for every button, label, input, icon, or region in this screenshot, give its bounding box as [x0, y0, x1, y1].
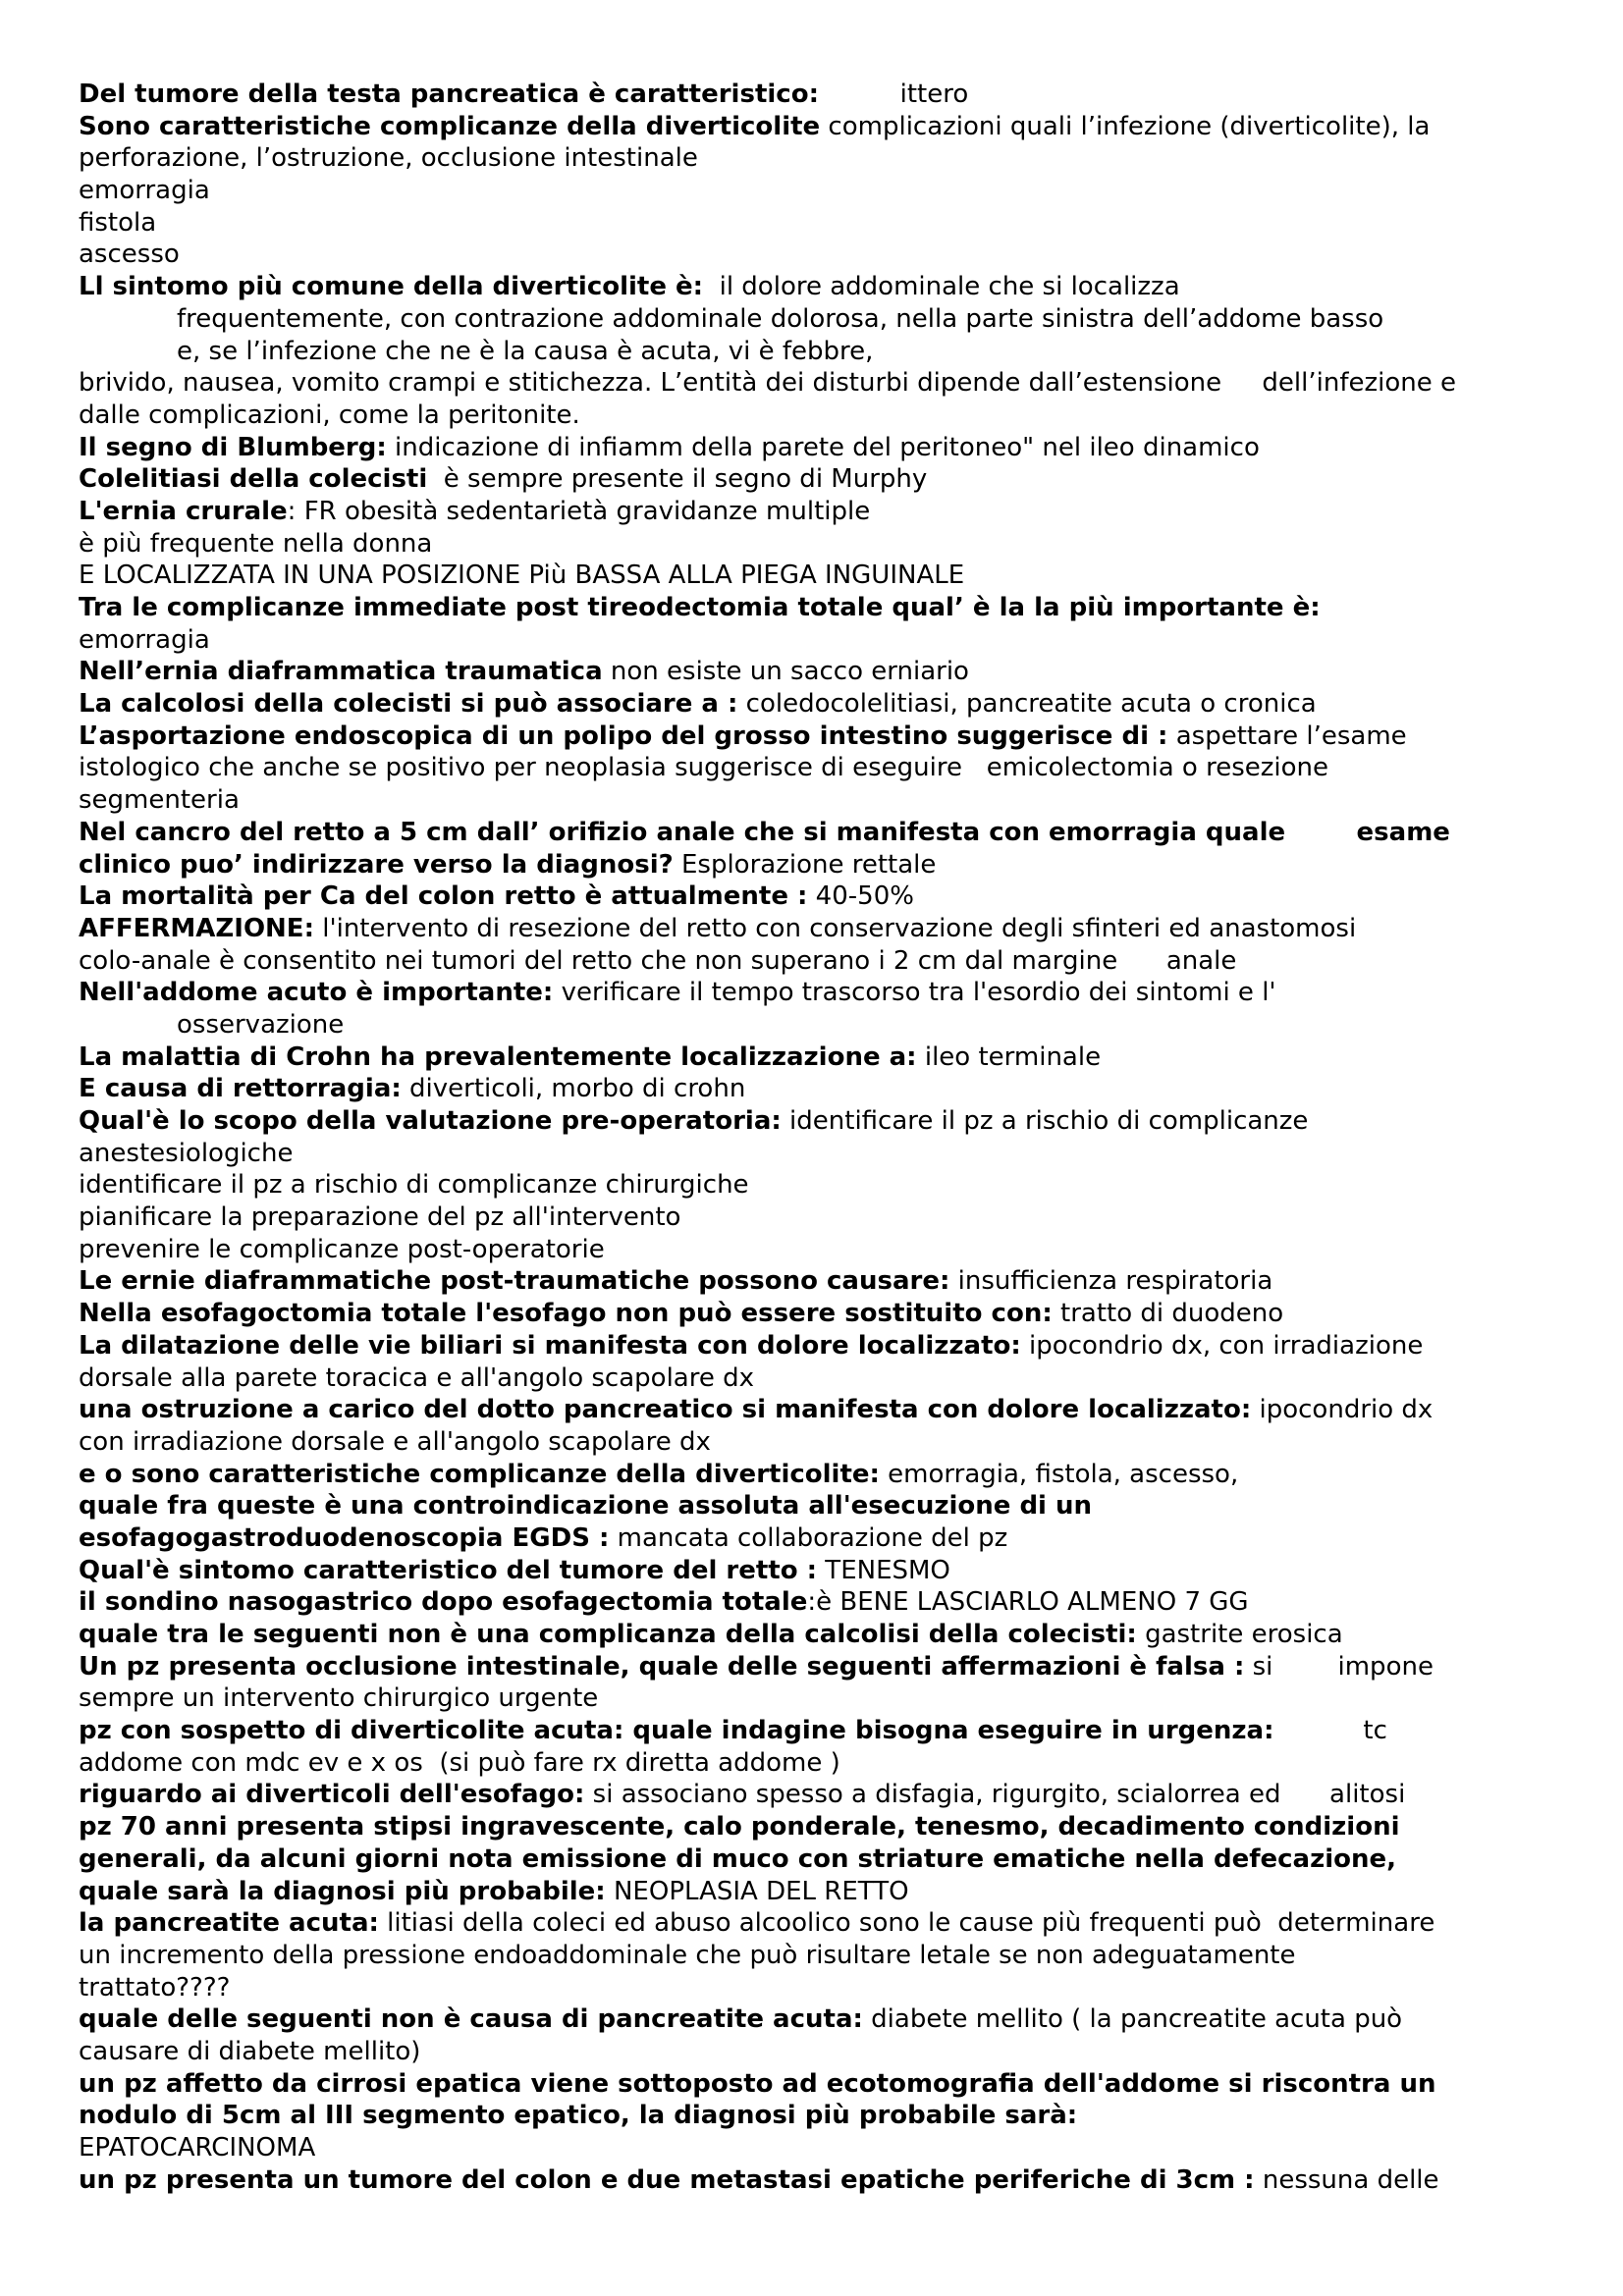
answer-text: complicazioni quali l’infezione (diverticolite), la [820, 111, 1431, 141]
bold-question-text: e o sono caratteristiche complicanze della diverticolite: [79, 1459, 880, 1489]
answer-text: indicazione di infiamm della parete del peritoneo" nel ileo dinamico [386, 432, 1260, 462]
answer-text: litiasi della coleci ed abuso alcoolico sono le cause più frequenti può determinare [378, 1908, 1435, 1939]
text-line [79, 142, 1571, 175]
bold-question-text: pz con sospetto di diverticolite acuta: quale indagine bisogna eseguire in urgenza: [79, 1716, 1274, 1746]
answer-text: emorragia [79, 176, 210, 206]
text-line [79, 1201, 1571, 1234]
text-line [79, 752, 1571, 784]
text-line [79, 1811, 1571, 1843]
text-line [79, 784, 1571, 817]
text-line [79, 1169, 1571, 1201]
bold-question-text: Nel cancro del retto a 5 cm dall’ orifizio anale che si manifesta con emorragia quale esame [79, 817, 1450, 847]
bold-question-text: La malattia di Crohn ha prevalentemente localizzazione a: [79, 1041, 917, 1072]
text-line [79, 239, 1571, 271]
answer-text: gastrite erosica [1136, 1620, 1343, 1649]
text-line [79, 1555, 1571, 1587]
answer-text: insufficienza respiratoria [949, 1266, 1273, 1297]
bold-question-text: un pz presenta un tumore del colon e due metastasi epatiche periferiche di 3cm : [79, 2164, 1255, 2195]
answer-text: brivido, nausea, vomito crampi e stitichezza. L’entità dei disturbi dipende dall’estensione dell’infezione e [79, 368, 1457, 399]
answer-text: verificare il tempo trascorso tra l'esordio dei sintomi e l' [553, 978, 1276, 1008]
text-line [79, 111, 1571, 143]
text-line [79, 496, 1571, 528]
answer-text: osservazione [177, 1009, 345, 1040]
text-line [79, 849, 1571, 881]
text-line [79, 1298, 1571, 1330]
bold-question-text: quale delle seguenti non è causa di pancreatite acuta: [79, 2004, 863, 2035]
text-line [79, 2068, 1571, 2101]
bold-question-text: L'ernia crurale [79, 496, 288, 526]
answer-text: TENESMO [817, 1555, 950, 1585]
bold-question-text: Sono caratteristiche complicanze della diverticolite [79, 111, 821, 141]
text-line [79, 1586, 1571, 1619]
text-line [79, 1459, 1571, 1491]
bold-question-text: una ostruzione a carico del dotto pancreatico si manifesta con dolore localizzato: [79, 1395, 1252, 1425]
answer-text: sempre un intervento chirurgico urgente [79, 1683, 599, 1714]
text-line [79, 367, 1571, 400]
text-line [79, 303, 1571, 336]
answer-text: si associano spesso a disfagia, rigurgito, scialorrea ed alitosi [584, 1780, 1406, 1810]
text-line [79, 2036, 1571, 2068]
bold-question-text: Il segno di Blumberg: [79, 432, 387, 462]
answer-text: emorragia, fistola, ascesso, [879, 1459, 1239, 1489]
text-line [79, 2100, 1571, 2132]
text-line [79, 624, 1571, 657]
text-line [79, 945, 1571, 978]
answer-text: prevenire le complicanze post-operatorie [79, 1234, 605, 1264]
answer-text: pianificare la preparazione del pz all'intervento [79, 1202, 681, 1233]
answer-text: Esplorazione rettale [673, 849, 937, 880]
bold-question-text: AFFERMAZIONE: [79, 913, 314, 943]
answer-text: ipocondrio dx [1251, 1395, 1434, 1425]
text-line [79, 463, 1571, 496]
answer-text: non esiste un sacco erniario [602, 657, 969, 687]
bold-question-text: L’asportazione endoscopica di un polipo del grosso intestino suggerisce di : [79, 721, 1168, 751]
bold-question-text: generali, da alcuni giorni nota emissione di muco con striature ematiche nella defecazione, [79, 1843, 1397, 1874]
answer-text: l'intervento di resezione del retto con conservazione degli sfinteri ed anastomosi [313, 913, 1357, 943]
text-line [79, 721, 1571, 753]
answer-text: istologico che anche se positivo per neoplasia suggerisce di eseguire emicolectomia o resezione [79, 753, 1328, 783]
answer-text: anestesiologiche [79, 1138, 294, 1168]
document-page [79, 79, 1571, 2196]
answer-text: dalle complicazioni, come la peritonite. [79, 400, 580, 430]
answer-text: tratto di duodeno [1052, 1299, 1284, 1329]
text-line [79, 207, 1571, 240]
bold-question-text: clinico puo’ indirizzare verso la diagnosi? [79, 849, 674, 880]
text-line [79, 1619, 1571, 1651]
text-line [79, 2132, 1571, 2164]
text-line [79, 1940, 1571, 1972]
answer-text: con irradiazione dorsale e all'angolo scapolare dx [79, 1426, 711, 1457]
text-line [79, 79, 1571, 111]
bold-question-text: Ll sintomo più comune della diverticolite è: [79, 272, 704, 302]
text-line [79, 400, 1571, 432]
text-line [79, 592, 1571, 624]
text-line [79, 913, 1571, 945]
text-line [79, 1972, 1571, 2004]
answer-text: addome con mdc ev e x os (si può fare rx diretta addome ) [79, 1747, 840, 1778]
text-line [79, 175, 1571, 207]
answer-text: segmenteria [79, 785, 240, 816]
text-line [79, 817, 1571, 849]
bold-question-text: Nell’ernia diaframmatica traumatica [79, 657, 603, 687]
answer-text: coledocolelitiasi, pancreatite acuta o cronica [737, 689, 1317, 720]
text-line [79, 1009, 1571, 1041]
answer-text: NEOPLASIA DEL RETTO [605, 1876, 909, 1906]
text-line [79, 1747, 1571, 1780]
answer-text: ipocondrio dx, con irradiazione [1020, 1330, 1424, 1361]
answer-text: identificare il pz a rischio di complicanze chirurgiche [79, 1170, 749, 1201]
text-line [79, 2164, 1571, 2197]
answer-text: causare di diabete mellito) [79, 2036, 421, 2066]
bold-question-text: quale tra le seguenti non è una complicanza della calcolisi della colecisti: [79, 1620, 1137, 1649]
answer-text: colo-anale è consentito nei tumori del retto che non superano i 2 cm dal margine anale [79, 945, 1237, 976]
text-line [79, 1715, 1571, 1747]
text-line [79, 528, 1571, 561]
bold-question-text: Tra le complicanze immediate post tireodectomia totale qual’ è la la più importante è: [79, 593, 1321, 622]
answer-text: ascesso [79, 240, 180, 270]
bold-question-text: La calcolosi della colecisti si può associare a : [79, 689, 738, 720]
bold-question-text: esofagogastroduodenoscopia EGDS : [79, 1522, 610, 1553]
answer-text: ileo terminale [916, 1041, 1102, 1072]
bold-question-text: Colelitiasi della colecisti [79, 464, 428, 495]
bold-question-text: Qual'è sintomo caratteristico del tumore del retto : [79, 1555, 818, 1585]
bold-question-text: un pz affetto da cirrosi epatica viene sottoposto ad ecotomografia dell'addome si riscontra un [79, 2068, 1436, 2099]
text-line [79, 1394, 1571, 1426]
text-line [79, 1362, 1571, 1395]
text-line [79, 1490, 1571, 1522]
answer-text: emorragia [79, 624, 210, 655]
answer-text: 40-50% [807, 881, 914, 912]
bold-question-text: Nella esofagoctomia totale l'esofago non può essere sostituito con: [79, 1299, 1053, 1329]
text-line [79, 1234, 1571, 1266]
bold-question-text: nodulo di 5cm al III segmento epatico, la diagnosi più probabile sarà: [79, 2101, 1078, 2131]
text-line [79, 656, 1571, 688]
answer-text: ittero [818, 80, 969, 109]
answer-text: si impone [1244, 1651, 1434, 1682]
bold-question-text: La mortalità per Ca del colon retto è attualmente : [79, 881, 808, 912]
answer-text: :è BENE LASCIARLO ALMENO 7 GG [807, 1587, 1249, 1618]
answer-text: tc [1273, 1716, 1387, 1746]
text-line [79, 1779, 1571, 1811]
bold-question-text: il sondino nasogastrico dopo esofagectomia totale [79, 1587, 808, 1618]
text-line [79, 1876, 1571, 1908]
answer-text: EPATOCARCINOMA [79, 2133, 316, 2163]
answer-text: il dolore addominale che si localizza [703, 272, 1180, 302]
answer-text: E LOCALIZZATA IN UNA POSIZIONE Più BASSA ALLA PIEGA INGUINALE [79, 561, 965, 591]
text-line [79, 432, 1571, 464]
text-line [79, 2003, 1571, 2036]
answer-text: diverticoli, morbo di crohn [401, 1074, 746, 1104]
answer-text: trattato???? [79, 1972, 231, 2002]
bold-question-text: Nell'addome acuto è importante: [79, 978, 554, 1008]
text-line [79, 1682, 1571, 1715]
bold-question-text: la pancreatite acuta: [79, 1908, 379, 1939]
text-line [79, 271, 1571, 303]
text-line [79, 1073, 1571, 1105]
text-line [79, 1041, 1571, 1074]
bold-question-text: Qual'è lo scopo della valutazione pre-operatoria: [79, 1106, 782, 1136]
text-line [79, 1651, 1571, 1683]
bold-question-text: quale fra queste è una controindicazione assoluta all'esecuzione di un [79, 1491, 1093, 1522]
text-line [79, 688, 1571, 721]
text-line [79, 1138, 1571, 1170]
text-line [79, 1843, 1571, 1876]
bold-question-text: La dilatazione delle vie biliari si manifesta con dolore localizzato: [79, 1330, 1021, 1361]
answer-text: aspettare l’esame [1167, 721, 1407, 751]
text-line [79, 1330, 1571, 1362]
answer-text: perforazione, l’ostruzione, occlusione intestinale [79, 143, 698, 174]
text-line [79, 560, 1571, 592]
answer-text: dorsale alla parete toracica e all'angolo scapolare dx [79, 1362, 754, 1393]
text-line [79, 336, 1571, 368]
answer-text: diabete mellito ( la pancreatite acuta può [862, 2004, 1403, 2035]
text-line [79, 1522, 1571, 1555]
text-line [79, 881, 1571, 913]
text-line [79, 1426, 1571, 1459]
text-line [79, 977, 1571, 1009]
text-line [79, 1105, 1571, 1138]
bold-question-text: Un pz presenta occlusione intestinale, quale delle seguenti affermazioni è falsa : [79, 1651, 1245, 1682]
answer-text: un incremento della pressione endoaddominale che può risultare letale se non adeguatamente [79, 1940, 1296, 1970]
text-line [79, 1907, 1571, 1940]
answer-text: : FR obesità sedentarietà gravidanze multiple [287, 496, 871, 526]
answer-text: è sempre presente il segno di Murphy [427, 464, 928, 495]
answer-text: e, se l’infezione che ne è la causa è acuta, vi è febbre, [177, 336, 874, 366]
bold-question-text: Del tumore della testa pancreatica è caratteristico: [79, 80, 819, 109]
answer-text: è più frequente nella donna [79, 528, 433, 559]
answer-text: nessuna delle [1254, 2164, 1439, 2195]
bold-question-text: pz 70 anni presenta stipsi ingravescente, calo ponderale, tenesmo, decadimento condizioni [79, 1812, 1400, 1842]
answer-text: frequentemente, con contrazione addominale dolorosa, nella parte sinistra dell’addome basso [177, 303, 1384, 334]
bold-question-text: Le ernie diaframmatiche post-traumatiche possono causare: [79, 1266, 950, 1297]
text-line [79, 1265, 1571, 1298]
answer-text: mancata collaborazione del pz [609, 1522, 1008, 1553]
answer-text: fistola [79, 207, 157, 238]
answer-text: identificare il pz a rischio di complicanze [781, 1106, 1309, 1136]
bold-question-text: riguardo ai diverticoli dell'esofago: [79, 1780, 585, 1810]
bold-question-text: quale sarà la diagnosi più probabile: [79, 1876, 606, 1906]
bold-question-text: E causa di rettorragia: [79, 1074, 402, 1104]
